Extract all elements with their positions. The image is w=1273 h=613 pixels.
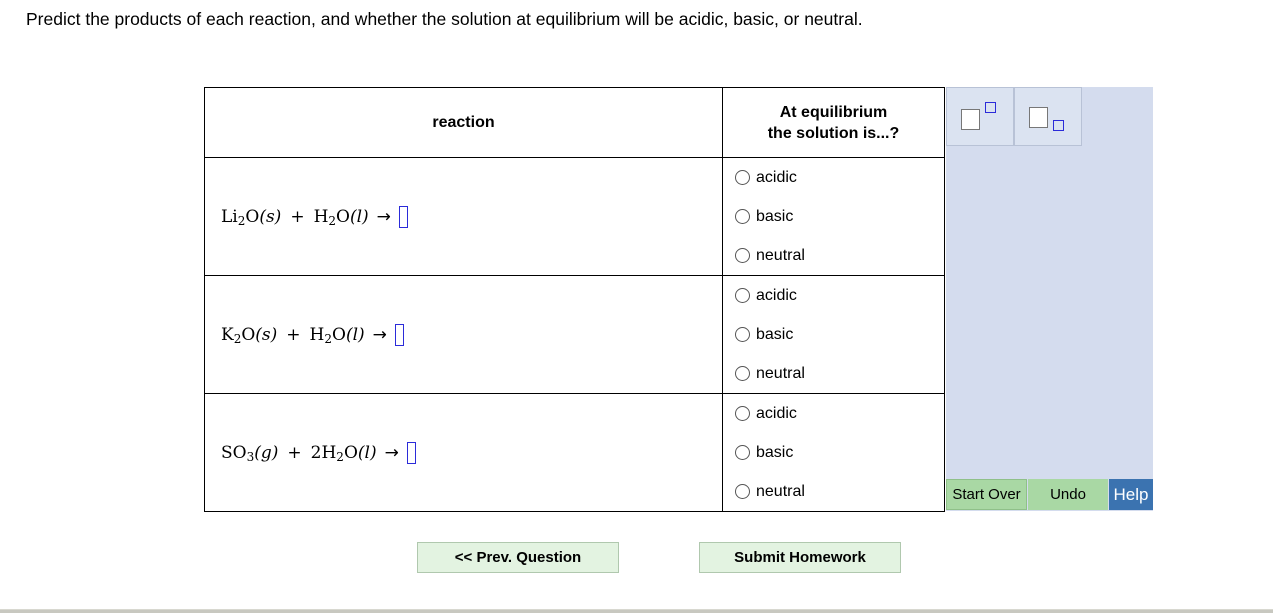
product-answer-input[interactable] (407, 442, 416, 464)
superscript-tool-button[interactable] (946, 87, 1014, 146)
reaction-equation (221, 324, 722, 346)
table-header-row (205, 88, 945, 158)
table-row (205, 394, 945, 512)
radio-label: acidic (756, 286, 797, 304)
reaction-equation (221, 206, 722, 228)
reactant-1: Li (221, 206, 238, 227)
reactant-1-state: (s) (259, 206, 282, 227)
reactant-2: H (313, 206, 329, 227)
reactant-1-rest: O (245, 206, 260, 227)
radio-button[interactable] (735, 484, 750, 499)
equilibrium-options-cell (723, 158, 945, 276)
radio-option-neutral[interactable] (723, 472, 944, 511)
start-over-button[interactable]: Start Over (946, 479, 1027, 510)
reactant-2-state: (l) (349, 206, 369, 227)
equilibrium-options-cell (723, 276, 945, 394)
prev-question-button[interactable]: << Prev. Question (417, 542, 619, 573)
reactant-2-rest: O (332, 324, 346, 345)
radio-option-acidic[interactable] (723, 158, 944, 197)
equilibrium-column-header (723, 88, 945, 158)
reaction-equation (221, 442, 722, 464)
plus-sign: + (286, 324, 301, 345)
reactant-1-rest: O (241, 324, 256, 345)
reactant-2: H (321, 442, 337, 463)
reactant-2-rest: O (336, 206, 350, 227)
reactant-2-subscript: 2 (328, 213, 337, 228)
radio-label: acidic (756, 404, 797, 422)
radio-button[interactable] (735, 366, 750, 381)
reactant-2-state: (l) (345, 324, 365, 345)
reactant-1-state: (g) (254, 442, 279, 463)
reactant-2-coefficient: 2 (310, 442, 322, 463)
radio-label: basic (756, 207, 794, 225)
equilibrium-header-line2: the solution is...? (767, 124, 900, 142)
reactant-1: K (221, 324, 234, 345)
equilibrium-options-cell (723, 394, 945, 512)
reactant-1-subscript: 2 (237, 213, 246, 228)
plus-sign: + (287, 442, 302, 463)
radio-label: basic (756, 443, 794, 461)
tool-panel (946, 87, 1153, 511)
radio-option-neutral[interactable] (723, 354, 944, 393)
radio-button[interactable] (735, 248, 750, 263)
reaction-arrow-icon: → (384, 442, 399, 463)
reactant-1-subscript: 2 (233, 331, 242, 346)
reactant-2-subscript: 2 (324, 331, 332, 346)
table-row (205, 276, 945, 394)
radio-option-basic[interactable] (723, 197, 944, 236)
reactant-1: SO (221, 442, 247, 463)
reaction-arrow-icon: → (372, 324, 387, 345)
radio-button[interactable] (735, 445, 750, 460)
reactant-1-state: (s) (255, 324, 278, 345)
reactant-2: H (309, 324, 325, 345)
radio-option-basic[interactable] (723, 433, 944, 472)
product-answer-input[interactable] (395, 324, 404, 346)
table-row (205, 158, 945, 276)
reactant-1-subscript: 3 (246, 449, 255, 464)
reaction-arrow-icon: → (376, 206, 391, 227)
radio-option-acidic[interactable] (723, 394, 944, 433)
radio-label: acidic (756, 168, 797, 186)
help-button[interactable]: Help (1109, 479, 1153, 510)
equilibrium-header-line1: At equilibrium (779, 103, 888, 121)
radio-button[interactable] (735, 170, 750, 185)
plus-sign: + (290, 206, 305, 227)
reactant-2-state: (l) (357, 442, 377, 463)
radio-label: basic (756, 325, 794, 343)
undo-button[interactable]: Undo (1028, 479, 1108, 510)
product-answer-input[interactable] (399, 206, 408, 228)
answer-table (204, 87, 945, 512)
footer-divider (0, 609, 1273, 613)
radio-option-neutral[interactable] (723, 236, 944, 275)
radio-button[interactable] (735, 209, 750, 224)
reaction-cell (205, 158, 723, 276)
question-prompt: Predict the products of each reaction, and whether the solution at equilibrium will be acidic, basic, or neutral. (26, 9, 863, 29)
radio-button[interactable] (735, 288, 750, 303)
radio-label: neutral (756, 482, 805, 500)
reaction-column-header: reaction (205, 88, 723, 158)
radio-option-basic[interactable] (723, 315, 944, 354)
radio-button[interactable] (735, 406, 750, 421)
reactant-2-rest: O (343, 442, 358, 463)
submit-homework-button[interactable]: Submit Homework (699, 542, 901, 573)
radio-label: neutral (756, 364, 805, 382)
subscript-tool-button[interactable] (1014, 87, 1082, 146)
reaction-cell (205, 394, 723, 512)
radio-label: neutral (756, 246, 805, 264)
reactant-2-subscript: 2 (336, 449, 344, 464)
radio-button[interactable] (735, 327, 750, 342)
reaction-cell (205, 276, 723, 394)
radio-option-acidic[interactable] (723, 276, 944, 315)
